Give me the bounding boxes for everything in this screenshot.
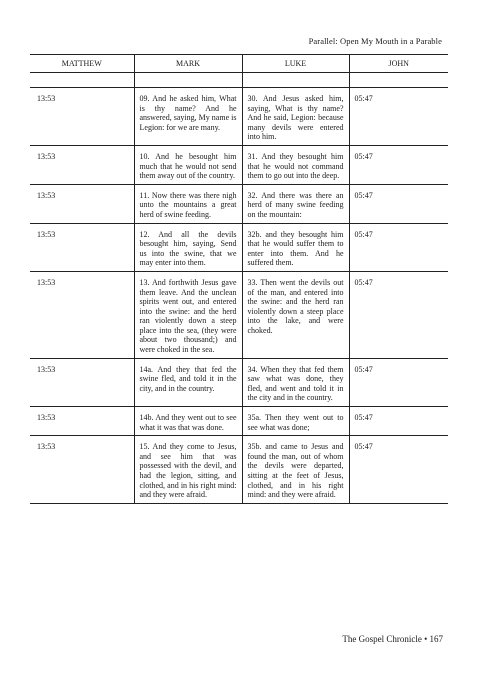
cell-matthew: 13:53 xyxy=(30,88,134,146)
parallel-table xyxy=(30,54,448,504)
cell-mark: 13. And forthwith Jesus gave them leave. And the unclean spirits went out, and entered into the swine: and the herd ran violently down a steep place into the sea, (they were about two thousand;) and were choked in the sea. xyxy=(134,271,242,358)
cell-mark: 11. Now there was there nigh unto the mountains a great herd of swine feeding. xyxy=(134,184,242,223)
cell-matthew: 13:53 xyxy=(30,184,134,223)
cell-luke: 35a. Then they went out to see what was done; xyxy=(242,407,349,436)
table-row xyxy=(30,145,448,184)
cell-john: 05:47 xyxy=(349,223,448,271)
table-row xyxy=(30,436,448,504)
table-row xyxy=(30,223,448,271)
cell-luke: 32. And there was there an herd of many swine feeding on the mountain: xyxy=(242,184,349,223)
cell-matthew: 13:53 xyxy=(30,407,134,436)
cell-john: 05:47 xyxy=(349,145,448,184)
table-row xyxy=(30,271,448,358)
column-header-matthew: MATTHEW xyxy=(30,55,134,73)
cell-matthew: 13:53 xyxy=(30,358,134,406)
page-footer: The Gospel Chronicle • 167 xyxy=(342,634,443,644)
cell-john: 05:47 xyxy=(349,184,448,223)
cell-matthew: 13:53 xyxy=(30,271,134,358)
column-header-john: JOHN xyxy=(349,55,448,73)
cell-luke: 33. Then went the devils out of the man, and entered into the swine: and the herd ran violently down a steep place into the lake, and were choked. xyxy=(242,271,349,358)
cell-mark: 12. And all the devils besought him, saying, Send us into the swine, that we may enter into them. xyxy=(134,223,242,271)
cell-luke: 32b. and they besought him that he would suffer them to enter into them. And he suffered them. xyxy=(242,223,349,271)
table-row xyxy=(30,407,448,436)
cell-luke: 35b. and came to Jesus and found the man, out of whom the devils were departed, sitting at the feet of Jesus, clothed, and in his right mind: and they were afraid. xyxy=(242,436,349,504)
table-row xyxy=(30,88,448,146)
table-row xyxy=(30,358,448,406)
cell-matthew: 13:53 xyxy=(30,223,134,271)
column-header-luke: LUKE xyxy=(242,55,349,73)
spacer-row xyxy=(30,73,448,88)
cell-matthew: 13:53 xyxy=(30,436,134,504)
cell-john: 05:47 xyxy=(349,271,448,358)
cell-luke: 30. And Jesus asked him, saying, What is thy name? And he said, Legion: because many devils were entered into him. xyxy=(242,88,349,146)
cell-luke: 34. When they that fed them saw what was done, they fled, and went and told it in the city and in the country. xyxy=(242,358,349,406)
cell-matthew: 13:53 xyxy=(30,145,134,184)
column-header-mark: MARK xyxy=(134,55,242,73)
running-head: Parallel: Open My Mouth in a Parable xyxy=(308,36,442,46)
cell-john: 05:47 xyxy=(349,358,448,406)
header-row xyxy=(30,55,448,73)
cell-luke: 31. And they besought him that he would not command them to go out into the deep. xyxy=(242,145,349,184)
cell-mark: 10. And he besought him much that he would not send them away out of the country. xyxy=(134,145,242,184)
table-row xyxy=(30,184,448,223)
cell-mark: 09. And he asked him, What is thy name? And he answered, saying, My name is Legion: for we are many. xyxy=(134,88,242,146)
cell-mark: 14b. And they went out to see what it was that was done. xyxy=(134,407,242,436)
cell-john: 05:47 xyxy=(349,436,448,504)
cell-mark: 14a. And they that fed the swine fled, and told it in the city, and in the country. xyxy=(134,358,242,406)
cell-john: 05:47 xyxy=(349,88,448,146)
cell-mark: 15. And they come to Jesus, and see him that was possessed with the devil, and had the legion, sitting, and clothed, and in his right mind: and they were afraid. xyxy=(134,436,242,504)
cell-john: 05:47 xyxy=(349,407,448,436)
